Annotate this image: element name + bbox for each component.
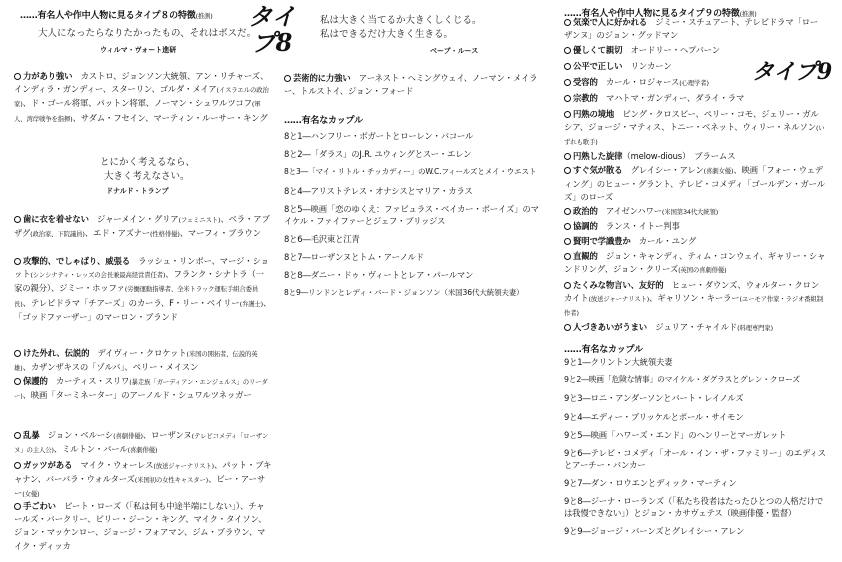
trait-examples: 、テレビドラマ「チアーズ」のカーラ、F・リー・ベイリー — [22, 297, 240, 308]
bullet-icon — [564, 111, 571, 118]
couple-item: 8と2―「ダラス」のJ.R. ユウィングとスー・エレン — [284, 149, 472, 160]
trait-label: ガッツがある — [23, 460, 73, 470]
couples-title-type9: ……有名なカップル — [564, 345, 643, 355]
trait-label: 公平で正しい — [573, 61, 623, 71]
trait-examples: オードリー・ヘプバーン — [622, 45, 720, 55]
couple-item: 9と5―映画「ハワーズ・エンド」のヘンリーとマーガレット — [564, 429, 787, 440]
couple-item: 8と8―ダニー・ドゥ・ヴィートとレア・パールマン — [284, 270, 474, 281]
couple-item: 8と1―ハンフリー・ボガートとローレン・バコール — [284, 131, 474, 141]
trait-note: (米国第34代大統領) — [661, 208, 719, 216]
trait-label: 円熟した旋律 — [573, 151, 623, 161]
trait-entry-political — [564, 205, 826, 219]
trait-examples: ジュリア・チャイルド — [647, 322, 738, 332]
quote-boss — [38, 27, 256, 41]
bullet-icon — [14, 216, 21, 223]
trait-note: (イスラエルの政治家) — [14, 86, 269, 109]
quote-think-big — [100, 156, 195, 184]
trait-entry-mellow — [564, 108, 826, 150]
couple-item: 8と3―「マイ・リトル・チッカディー」のW.C.フィールズとメイ・ウエスト — [284, 167, 537, 177]
trait-entry-cooperative — [564, 220, 826, 233]
section-title-note: (推測) — [739, 10, 757, 18]
trait-label: 政治的 — [573, 206, 598, 216]
couple-item: 9と9―ジョージ・バーンズとグレイシー・アレン — [564, 526, 745, 537]
trait-examples: 、サダム・フセイン、マーティン・ルーサー・キング — [72, 112, 268, 123]
couples-title-type8: ……有名なカップル — [284, 116, 363, 126]
trait-entry-strong — [14, 70, 272, 126]
trait-note: (料理専門家) — [737, 324, 773, 332]
trait-examples: カーティス・スリワ — [47, 376, 130, 386]
trait-entry-melodious — [564, 150, 826, 163]
trait-label: けた外れ、伝説的 — [23, 348, 90, 358]
trait-examples: マハトマ・ガンディー、ダライ・ラマ — [597, 93, 745, 103]
quote-line: 私はできるだけ大きく生きる。 — [320, 29, 454, 40]
trait-entry-artistic — [284, 72, 540, 98]
trait-entry-receptive — [564, 76, 754, 90]
trait-entry-religious — [564, 92, 754, 105]
trait-entry-sociable — [564, 321, 826, 335]
couples-list-type9 — [564, 353, 830, 540]
bullet-icon — [564, 208, 571, 215]
couple-item: 9と2―映画「危険な情事」のマイケル・ダグラスとグレン・クローズ — [564, 375, 800, 385]
couple-item: 8と4―アリストテレス・オナシスとマリア・カラス — [284, 185, 473, 196]
trait-examples: カール・ユング — [630, 236, 697, 246]
couple-item: 9と6―テレビ・コメディ「オール・イン・ザ・ファミリー」のエディスとアーチー・バンカー — [564, 448, 826, 471]
trait-note: (放送ジャーナリスト) — [153, 462, 214, 470]
bullet-icon — [564, 223, 571, 230]
trait-note: (喜劇俳優) — [113, 432, 143, 440]
trait-note: (いずれも歌手) — [564, 124, 825, 147]
trait-examples: 、パット・ブキャナン、バーバラ・ウォルターズ — [14, 460, 272, 485]
trait-examples: 、「ゴッドファーザー」のマーロン・ブランド — [14, 297, 272, 322]
couple-item: 8と5―映画「恋のゆくえ：ファビュラス・ベイカー・ボーイズ」のマイケル・ファイファーとジェフ・ブリッジス — [284, 203, 539, 226]
trait-label: 賢明で学識豊か — [573, 236, 631, 246]
quote-babe-ruth — [320, 14, 482, 42]
column-type8-couples — [284, 0, 552, 562]
bullet-icon — [14, 503, 21, 510]
trait-examples: ヒュー・ダウンズ、ウォルター・クロンカイト — [564, 280, 820, 304]
bullet-icon — [14, 462, 21, 469]
trait-note: (ユーモア作家・ラジオ番組制作者) — [564, 295, 824, 318]
trait-entry-wise — [564, 235, 826, 248]
trait-entry-distracted — [564, 164, 826, 205]
bullet-icon — [564, 153, 571, 160]
bullet-icon — [564, 167, 571, 174]
trait-examples: ビング・クロスビー、ペリー・コモ、ジェリー・ガルシア、ジョージ・マティス、トニー・ベネット、ウィリー・ネルソン — [564, 109, 819, 133]
trait-examples: カール・ロジャース — [597, 77, 680, 87]
trait-examples: ジャーメイン・グリア — [88, 214, 179, 224]
trait-note: (弁護士) — [239, 299, 264, 308]
handwritten-type9-label: タイプ9 — [752, 59, 833, 85]
trait-examples: 、マーフィ・ブラウン — [179, 228, 261, 239]
trait-label: 保護的 — [23, 376, 48, 386]
quote-line: 大きく考えなさい。 — [104, 171, 190, 182]
couple-item: 8と7―ローザンヌとトム・アーノルド — [284, 252, 424, 263]
trait-examples: 、エド・アズナー — [84, 228, 151, 239]
trait-entry-formidable — [14, 500, 272, 553]
trait-entry-aggressive — [14, 255, 272, 324]
trait-note: (性格俳優) — [150, 230, 180, 239]
trait-entry-eloquent — [564, 279, 826, 321]
bullet-icon — [14, 350, 21, 357]
trait-examples: 、映画「ターミネーター」のアーノルド・シュワルツネッガー — [22, 390, 252, 401]
trait-label: 直観的 — [573, 251, 598, 261]
trait-examples: 、ミルトン・バール — [53, 444, 128, 455]
trait-examples: ジョン・ベルーシ — [39, 430, 114, 440]
trait-examples: リンカーン — [622, 61, 672, 71]
trait-examples: デイヴィー・クロケット — [89, 348, 187, 358]
column-type9 — [564, 0, 834, 562]
trait-entry-kind — [564, 44, 764, 57]
quote-line: 大人になったらなりたかったもの、それはボスだ。 — [38, 28, 257, 39]
quote-boss-author: ウィルマ・ヴォート進研 — [100, 46, 177, 54]
trait-examples: 、ギャリソン・キーラー — [649, 293, 740, 304]
couple-item: 9と8―ジーナ・ローランズ（「私たち役者はたったひとつの人格だけでは我慢できない」）とジョン・カサヴェテス（映画俳優・監督） — [564, 496, 824, 519]
quote-line: 私は大きく当てるか大きくしくじる。 — [320, 15, 482, 26]
trait-entry-outspoken — [14, 213, 272, 241]
trait-entry-intuitive — [564, 250, 826, 277]
section-title-text: ……有名人や作中人物に見るタイプ９の特徴 — [564, 9, 740, 19]
trait-label: すぐ気が散る — [573, 165, 623, 175]
trait-label: たくみな物言い、友好的 — [573, 280, 664, 290]
trait-examples: 、映画「フォー・ウェディング」のヒュー・グラント、テレビ・コメディ「ゴールデン・ガールズ」のローズ — [564, 165, 825, 203]
bullet-icon — [284, 75, 291, 82]
trait-label: 優しくて親切 — [573, 45, 623, 55]
trait-entry-protective — [14, 375, 272, 403]
trait-note: (心理学者) — [679, 79, 709, 87]
trait-examples: カストロ、ジョンソン大統領、アン・リチャーズ、インディラ・ガンディー、スターリン、ゴルダ・メイア — [14, 71, 269, 95]
section-title-note: (推測) — [195, 12, 213, 20]
trait-note: (軍人、湾岸戦争を指揮) — [14, 100, 261, 123]
couples-list-type8 — [284, 127, 540, 303]
bullet-icon — [14, 378, 21, 385]
bullet-icon — [14, 432, 21, 439]
couple-item: 9と7―ダン・ロウエンとディック・マーティン — [564, 478, 737, 489]
trait-examples: ピート・ローズ（「私は何も中途半端にしない」）、チャールズ・バークリー、ビリー・ジーン・キング、マイク・タイソン、ジョン・マッケンロー、ジョージ・フォアマン、ジム・ブラウン、マイク・ディッカ — [14, 501, 267, 551]
trait-examples: ジョン・キャンディ、ティム・コンウェイ、ギャリー・シャンドリング、ジョン・クリーズ — [564, 251, 826, 275]
trait-label: 力があり強い — [23, 71, 73, 81]
bullet-icon — [564, 253, 571, 260]
trait-label: 歯に衣を着せない — [23, 214, 89, 224]
couple-item: 9と3―ロニ・アンダーソンとバート・レイノルズ — [564, 393, 744, 404]
bullet-icon — [564, 282, 571, 289]
quote-think-big-author: ドナルド・トランプ — [106, 187, 169, 195]
trait-entry-fair — [564, 60, 754, 73]
trait-note: (英国の喜劇俳優) — [678, 266, 727, 275]
trait-examples: 、カザンザキスの「ゾルバ」、ペリー・メイスン — [22, 362, 199, 373]
trait-label: 気楽で人に好かれる — [573, 17, 648, 27]
trait-examples: 、フランク・シナトラ（一家の親分）、ジミー・ホッファ — [14, 269, 264, 294]
trait-examples: ジミー・スチュアート、テレビドラマ「ローザンヌ」のジョン・グッドマン — [564, 17, 819, 41]
trait-note: (政治家、下院議員) — [30, 230, 85, 239]
trait-label: 攻撃的、でしゃばり、威張る — [23, 256, 130, 266]
couple-item: 9と1―クリントン大統領夫妻 — [564, 357, 673, 367]
bullet-icon — [564, 79, 571, 86]
trait-examples: 、ビー・アーサー — [14, 474, 266, 499]
trait-examples: アーネスト・ヘミングウェイ、ノーマン・メイラー、トルストイ、ジョン・フォード — [284, 73, 538, 97]
trait-note: (テレビコメディ「ローザンヌ」の主人公) — [14, 432, 269, 455]
trait-note: (喜劇女優) — [703, 167, 734, 175]
trait-note: (米国の開拓者、伝説的英雄) — [14, 350, 258, 373]
trait-examples: アイゼンハワー — [597, 206, 662, 216]
bullet-icon — [14, 258, 21, 265]
trait-entry-gutsy — [14, 459, 272, 502]
bullet-icon — [564, 19, 571, 26]
trait-examples: マイク・ウォーレス — [72, 460, 154, 470]
quote-line: とにかく考えるなら、 — [100, 157, 196, 168]
trait-label: 乱暴 — [23, 430, 40, 440]
trait-label: 手ごわい — [23, 501, 56, 511]
bullet-icon — [564, 47, 571, 54]
trait-examples: グレイシー・アレン — [622, 165, 704, 175]
bullet-icon — [14, 73, 21, 80]
bullet-icon — [564, 63, 571, 70]
section-title-text: ……有名人や作中人物に見るタイプ８の特徴 — [20, 11, 196, 21]
trait-note: (喜劇俳優) — [127, 446, 158, 455]
bullet-icon — [564, 324, 571, 331]
trait-note: (米国初の女性キャスター) — [134, 476, 209, 485]
trait-entry-legendary — [14, 347, 272, 375]
couple-item: 8と9―リンドンとレディ・バード・ジョンソン（米国36代大統領夫妻） — [284, 288, 524, 298]
trait-note: (フェミニスト) — [178, 216, 221, 224]
trait-examples: ラッシュ・リンボー、マージ・ショット — [14, 256, 269, 280]
couple-item: 8と6―毛沢東と江青 — [284, 233, 360, 244]
trait-examples: ランス・イトー判事 — [597, 221, 680, 231]
trait-entry-likable — [564, 16, 826, 42]
trait-examples: 、ド・ゴール将軍、パットン将軍、ノーマン・シュワルツコフ — [22, 98, 252, 109]
section-title-type8 — [20, 8, 213, 21]
bullet-icon — [564, 95, 571, 102]
trait-examples: 、ベラ・アブザグ — [14, 214, 270, 239]
trait-label: 受容的 — [573, 77, 598, 87]
trait-label: 協調的 — [573, 221, 598, 231]
trait-examples: 、ローザンヌ — [142, 430, 192, 440]
trait-label: 芸術的に力強い — [293, 73, 351, 83]
trait-note: (女優) — [22, 490, 40, 499]
handwritten-type8-label: タイプ8 — [248, 2, 296, 57]
quote-babe-ruth-author: ベーブ・ルース — [430, 47, 479, 55]
column-type8-traits — [14, 0, 296, 562]
trait-note: (放送ジャーナリスト) — [588, 295, 650, 304]
trait-label: 円熟の境地 — [573, 109, 615, 119]
trait-note: (暴走族「ガーディアン・エンジェルス」のリーダー) — [14, 378, 268, 401]
trait-examples: （melow-dious） ブラームス — [622, 151, 736, 161]
trait-entry-wild — [14, 429, 272, 457]
trait-note: (シンシナティ・レッズの会長兼最高経営責任者) — [30, 271, 166, 280]
couple-item: 9と4―エディー・ブリッケルとポール・サイモン — [564, 411, 744, 422]
trait-label: 宗教的 — [573, 93, 598, 103]
trait-label: 人づきあいがうまい — [573, 322, 648, 332]
bullet-icon — [564, 238, 571, 245]
trait-note: (労働運動指導者、全米トラック運転手組合委員長) — [14, 285, 259, 308]
